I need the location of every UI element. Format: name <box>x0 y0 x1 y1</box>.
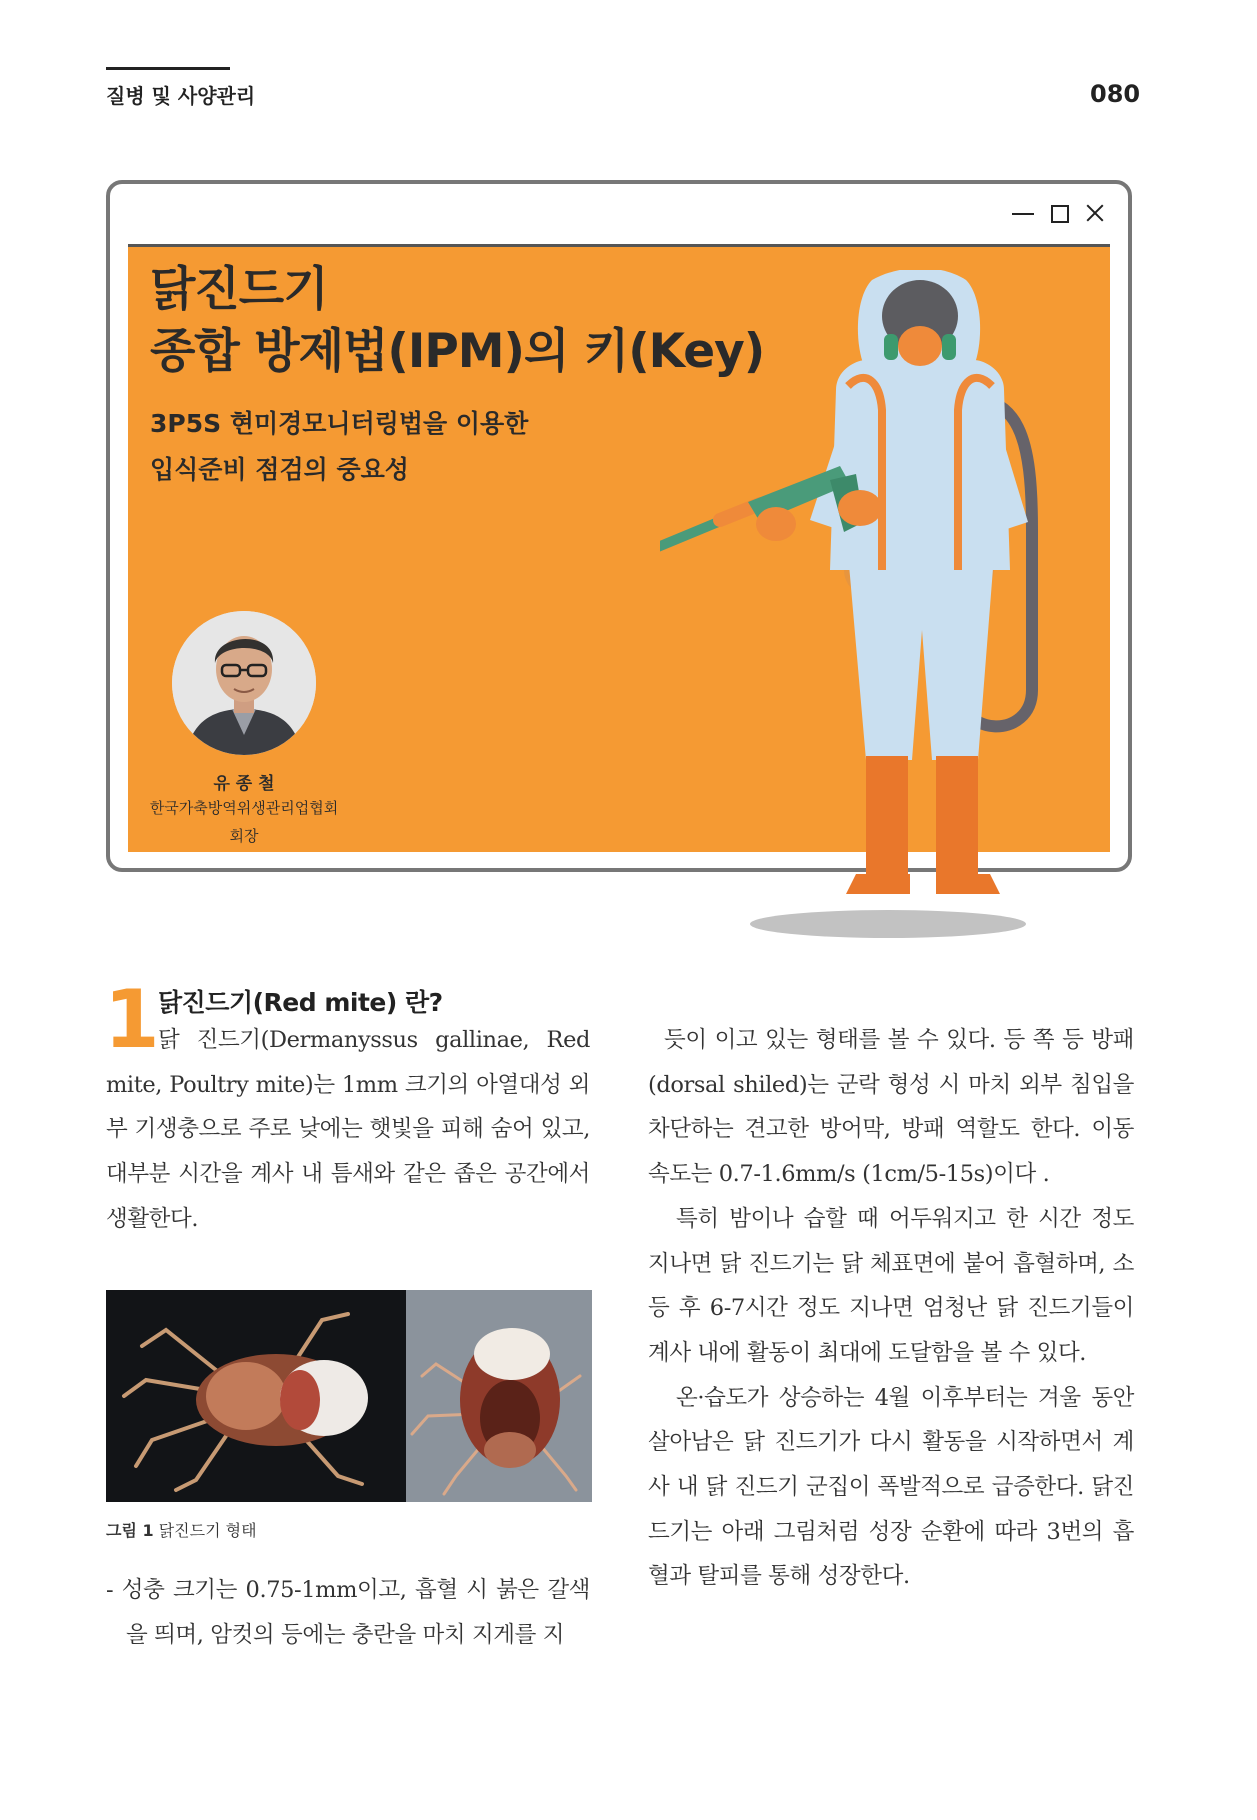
red-mite-image-icon <box>106 1290 592 1502</box>
minimize-icon[interactable] <box>1012 202 1034 224</box>
maximize-icon[interactable] <box>1048 202 1070 224</box>
author-avatar <box>172 611 316 755</box>
sprayer-worker-illustration <box>660 270 1080 950</box>
right-column <box>648 1018 1134 1599</box>
red-mite-photo <box>106 1290 592 1502</box>
banner-title-line1: 닭진드기 <box>150 262 328 317</box>
close-icon[interactable] <box>1084 202 1106 224</box>
header-rule <box>106 67 230 70</box>
banner-subtitle-line1: 3P5S 현미경모니터링법을 이용한 <box>150 409 529 438</box>
author-organization: 한국가축방역위생관리업협회 <box>149 799 339 817</box>
left-boot-leg <box>866 756 908 882</box>
figure-caption <box>106 1518 257 1541</box>
banner-subtitle-line2: 입식준비 점검의 중요성 <box>150 455 409 484</box>
section-heading: 닭진드기(Red mite) 란? <box>158 988 443 1017</box>
floor-shadow <box>750 910 1026 938</box>
right-paragraph-3: 온·습도가 상승하는 4월 이후부터는 겨울 동안 살아남은 닭 진드기가 다시 활동을 시작하면서 계사 내 닭 진드기 군집이 폭발적으로 급증한다. 닭진드기는 아래 그림처럼 성장 순환에 따라 3번의 흡혈과 탈피를 통해 성장한다. <box>648 1384 1134 1590</box>
figure-caption-label: 그림 1 <box>106 1521 154 1540</box>
page-number: 080 <box>1090 80 1141 108</box>
author-name: 유 종 철 <box>213 774 275 794</box>
respirator-mask <box>898 326 942 366</box>
right-boot <box>936 874 1000 894</box>
right-paragraph-1: 듯이 이고 있는 형태를 볼 수 있다. 등 쪽 등 방패(dorsal shiled)는 군락 형성 시 마치 외부 침입을 차단하는 견고한 방어막, 방패 역할도 한다. 이동 속도는 0.7-1.6mm/s (1cm/5-15s)이다 . <box>648 1027 1134 1188</box>
section-label: 질병 및 사양관리 <box>106 84 256 108</box>
paragraph-1: 닭 진드기(Dermanyssus gallinae, Red mite, Poultry mite)는 1mm 크기의 아열대성 외부 기생충으로 주로 낮에는 햇빛을 피해 숨어 있고, 대부분 시간을 계사 내 틈새와 같은 좁은 공간에서 생활한다. <box>106 1027 590 1232</box>
right-boot-leg <box>936 756 978 882</box>
suit-torso <box>830 360 1010 570</box>
section-number: 1 <box>104 973 160 1066</box>
author-portrait-icon <box>172 611 316 755</box>
right-paragraph-2: 특히 밤이나 습할 때 어두워지고 한 시간 정도 지나면 닭 진드기는 닭 체표면에 붙어 흡혈하며, 소등 후 6-7시간 정도 지나면 엄청난 닭 진드기들이 계사 내에 활동이 최대에 도달함을 볼 수 있다. <box>648 1205 1134 1366</box>
left-boot <box>846 874 910 894</box>
author-role: 회장 <box>229 827 259 845</box>
banner-subtitle <box>150 401 528 493</box>
respirator-filter-right <box>942 334 956 360</box>
banner-title-line2: 종합 방제법(IPM)의 키(Key) <box>150 324 765 379</box>
figure-caption-text: 닭진드기 형태 <box>158 1521 257 1540</box>
respirator-filter-left <box>884 334 898 360</box>
left-glove <box>756 507 796 541</box>
window-controls <box>1012 202 1106 224</box>
right-glove <box>838 490 882 526</box>
bullet-item-1: - 성충 크기는 0.75-1mm이고, 흡혈 시 붉은 갈색을 띄며, 암컷의 등에는 충란을 마치 지게를 지 <box>106 1577 590 1648</box>
